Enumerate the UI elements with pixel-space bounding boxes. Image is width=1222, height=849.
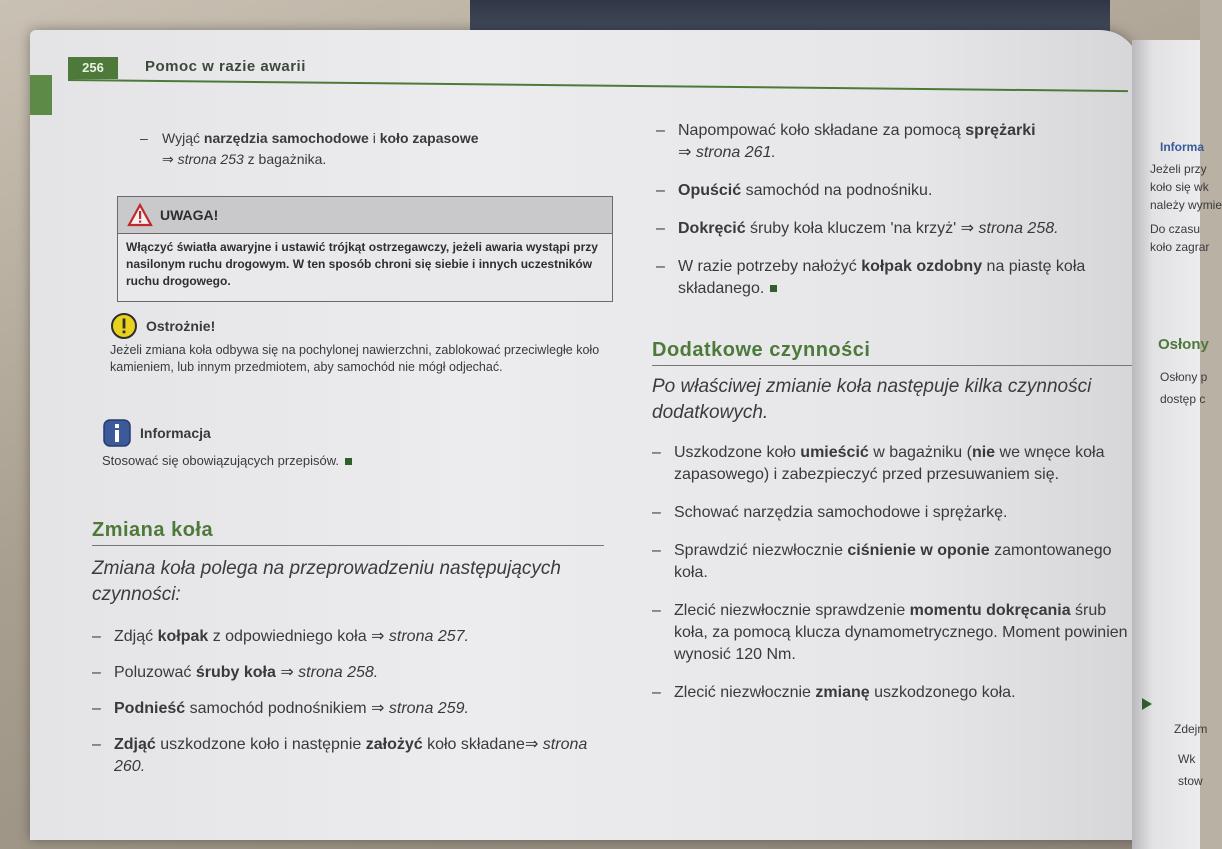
side-fragment: Informa — [1160, 140, 1205, 154]
info-text: Stosować się obowiązujących przepisów. — [102, 453, 340, 468]
list-item: – Podnieść samochód podnośnikiem ⇒ strona 259. — [92, 698, 604, 720]
list-item: – W razie potrzeby nałożyć kołpak ozdobny na piastę koła składanego. — [656, 256, 1126, 300]
extra-steps-list — [652, 442, 1132, 704]
right-top-list — [656, 120, 1126, 316]
list-item: – Poluzować śruby koła ⇒ strona 258. — [92, 662, 604, 684]
side-fragment: koło zagrar — [1150, 240, 1210, 254]
side-fragment: stow — [1178, 774, 1203, 788]
section-lead: Zmiana koła polega na przeprowadzeniu następujących czynności: — [92, 558, 561, 605]
info-note — [102, 418, 602, 469]
list-item: – Zdjąć kołpak z odpowiedniego koła ⇒ strona 257. — [92, 626, 604, 648]
section-rule — [92, 545, 604, 546]
side-fragment: dostęp c — [1160, 392, 1206, 406]
list-item: – Zdjąć uszkodzone koło i następnie założyć koło składane⇒ strona 260. — [92, 734, 604, 778]
caution-title: Ostrożnie! — [146, 317, 216, 334]
section-rule — [652, 365, 1132, 366]
section-lead: Po właściwej zmianie koła następuje kilka czynności dodatkowych. — [652, 376, 1092, 423]
list-item: – Wyjąć narzędzia samochodowe i koło zapasowe ⇒ strona 253 z bagażnika. — [140, 128, 580, 170]
side-fragment: Zdejm — [1174, 722, 1208, 736]
section-title-zmiana-kola: Zmiana koła — [92, 519, 214, 541]
info-icon — [102, 418, 132, 448]
left-top-list — [140, 128, 580, 182]
page-number: 256 — [68, 57, 118, 79]
left-section — [92, 520, 604, 792]
side-fragment: należy wymie — [1150, 198, 1222, 212]
chapter-tab — [30, 75, 52, 115]
warning-text: Włączyć światła awaryjne i ustawić trójkąt ostrzegawczy, jeżeli awaria wystąpi przy nasilonym ruchu drogowym. W ten sposób chroni się siebie i innych uczestników ruchu drogowego. — [126, 240, 598, 288]
warning-box — [117, 196, 613, 302]
caution-text: Jeżeli zmiana koła odbywa się na pochylonej nawierzchni, zablokować przeciwległe koło kamieniem, lub innym przedmiotem, aby samochód nie mógł odjechać. — [110, 343, 600, 374]
caution-note — [110, 312, 610, 376]
section-title-dodatkowe: Dodatkowe czynności — [652, 339, 871, 361]
end-square-icon — [770, 285, 777, 292]
side-fragment: Do czasu — [1150, 222, 1201, 236]
list-item: – Zlecić niezwłocznie sprawdzenie momentu dokręcania śrub koła, za pomocą klucza dynamometrycznego. Moment powinien wynosić 120 Nm. — [652, 600, 1132, 666]
running-title: Pomoc w razie awarii — [145, 58, 306, 75]
list-item: – Schować narzędzia samochodowe i sprężarkę. — [652, 502, 1132, 524]
side-fragment: Osłony p — [1160, 370, 1208, 384]
caution-icon — [110, 312, 138, 340]
list-item: – Dokręcić śruby koła kluczem 'na krzyż' ⇒ strona 258. — [656, 218, 1126, 240]
end-square-icon — [345, 458, 352, 465]
warning-triangle-icon — [128, 203, 152, 227]
right-section — [652, 340, 1132, 720]
list-item: – Zlecić niezwłocznie zmianę uszkodzonego koła. — [652, 682, 1132, 704]
steps-list — [92, 626, 604, 778]
side-fragment: Wk — [1178, 752, 1196, 766]
list-item: – Opuścić samochód na podnośniku. — [656, 180, 1126, 202]
info-title: Informacja — [140, 424, 211, 441]
list-item: – Napompować koło składane za pomocą sprężarki ⇒ strona 261. — [656, 120, 1126, 164]
list-item: – Uszkodzone koło umieścić w bagażniku (nie we wnęce koła zapasowego) i zabezpieczyć przed przesuwaniem się. — [652, 442, 1132, 486]
side-fragment: Osłony — [1158, 336, 1209, 353]
list-item: – Sprawdzić niezwłocznie ciśnienie w oponie zamontowanego koła. — [652, 540, 1132, 584]
warning-title: UWAGA! — [160, 207, 219, 223]
side-fragment: koło się wk — [1150, 180, 1209, 194]
side-fragment: Jeżeli przy — [1150, 162, 1207, 176]
next-page-arrow-icon — [1142, 698, 1152, 710]
warning-header — [118, 197, 612, 234]
